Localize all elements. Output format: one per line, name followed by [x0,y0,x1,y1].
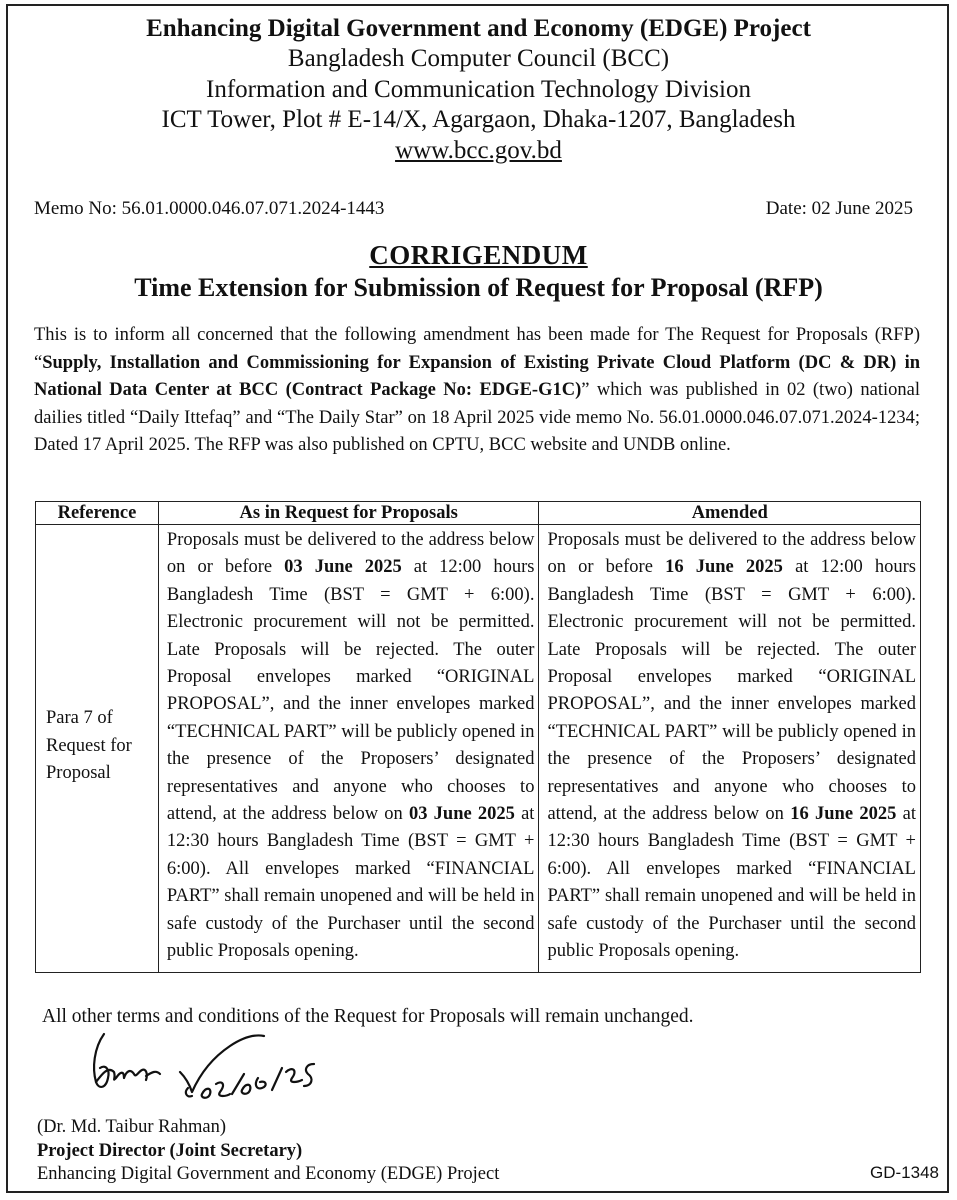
signatory-block [37,1116,499,1187]
table-row [36,525,921,973]
amendment-table [35,501,921,973]
intro-paragraph [34,322,920,460]
reference-cell: Para 7 of Request for Proposal [36,525,159,973]
header-reference: Reference [36,502,159,525]
original-deadline-date: 03 June 2025 [284,557,402,578]
website-link[interactable]: www.bcc.gov.bd [395,136,562,164]
handwritten-signature [82,1028,322,1106]
memo-date: Date: 02 June 2025 [765,198,913,219]
corrigendum-title: CORRIGENDUM [369,240,588,270]
memo-label: Memo No: [34,198,117,219]
original-cell [158,525,539,973]
original-opening-date: 03 June 2025 [409,804,515,825]
header-amended: Amended [539,502,921,525]
table-header-row [36,502,921,525]
footer-note: All other terms and conditions of the Request for Proposals will remain unchanged. [42,1006,694,1027]
memo-number [34,198,384,220]
amended-deadline-date: 16 June 2025 [665,557,783,578]
division-name: Information and Communication Technology Division [206,75,751,103]
org-name: Enhancing Digital Government and Economy (EDGE) Project [146,15,811,42]
signatory-project: Enhancing Digital Government and Economy (EDGE) Project [37,1164,500,1184]
council-name: Bangladesh Computer Council (BCC) [287,45,670,72]
memo-row [34,198,913,220]
signatory-title: Project Director (Joint Secretary) [37,1140,303,1161]
memo-value: 56.01.0000.046.07.071.2024-1443 [121,198,385,219]
amended-text-3: at 12:30 hours Bangladesh Time (BST = GMT + 6:00). All envelopes marked “FINANCIAL PART” shall remain unopened and will be held in safe custody of the Purchaser until the second public Proposals opening. [547,804,916,962]
original-text-1: Proposals must be delivered to the address below on or before [166,530,535,578]
amended-text-1: Proposals must be delivered to the address below on or before [547,530,916,578]
document-code: GD-1348 [870,1163,939,1182]
intro-text-2: ” which was published in 02 (two) national dailies titled “Daily Ittefaq” and “The Daily Star” on 18 April 2025 vide memo No. 56.01.0000.046.07.071.2024-1234; Dated 17 April 2025. The RFP was also published on CPTU, BCC website and UNDB online. [34,380,921,455]
amended-cell [539,525,921,973]
amended-opening-date: 16 June 2025 [790,804,897,825]
header-original: As in Request for Proposals [158,502,539,525]
amended-text-2: at 12:00 hours Bangladesh Time (BST = GMT + 6:00). Electronic procurement will not be permitted. Late Proposals will be rejected. The outer Proposal envelopes marked “ORIGINAL PROPOSAL”, and the inner envelopes marked “TECHNICAL PART” will be publicly opened in the presence of the Proposers’ designated representatives and anyone who chooses to attend, at the address below on [547,557,917,825]
letterhead [0,14,957,166]
signatory-name: (Dr. Md. Taibur Rahman) [37,1117,226,1137]
subtitle: Time Extension for Submission of Request for Proposal (RFP) [134,273,823,302]
intro-text-1: This is to inform all concerned that the following amendment has been made for The Request for Proposals (RFP) “ [34,325,920,373]
title-block [0,238,957,304]
office-address: ICT Tower, Plot # E-14/X, Agargaon, Dhaka-1207, Bangladesh [161,106,796,133]
package-name: Supply, Installation and Commissioning for Expansion of Existing Private Cloud Platform (DC & DR) in National Data Center at BCC (Contract Package No: EDGE-G1C) [34,352,920,400]
original-text-2: at 12:00 hours Bangladesh Time (BST = GMT + 6:00). Electronic procurement will not be permitted. Late Proposals will be rejected. The outer Proposal envelopes marked “ORIGINAL PROPOSAL”, and the inner envelopes marked “TECHNICAL PART” will be publicly opened in the presence of the Proposers’ designated representatives and anyone who chooses to attend, at the address below on [166,557,535,825]
original-text-3: at 12:30 hours Bangladesh Time (BST = GMT + 6:00). All envelopes marked “FINANCIAL PART” shall remain unopened and will be held in safe custody of the Purchaser until the second public Proposals opening. [166,804,535,962]
